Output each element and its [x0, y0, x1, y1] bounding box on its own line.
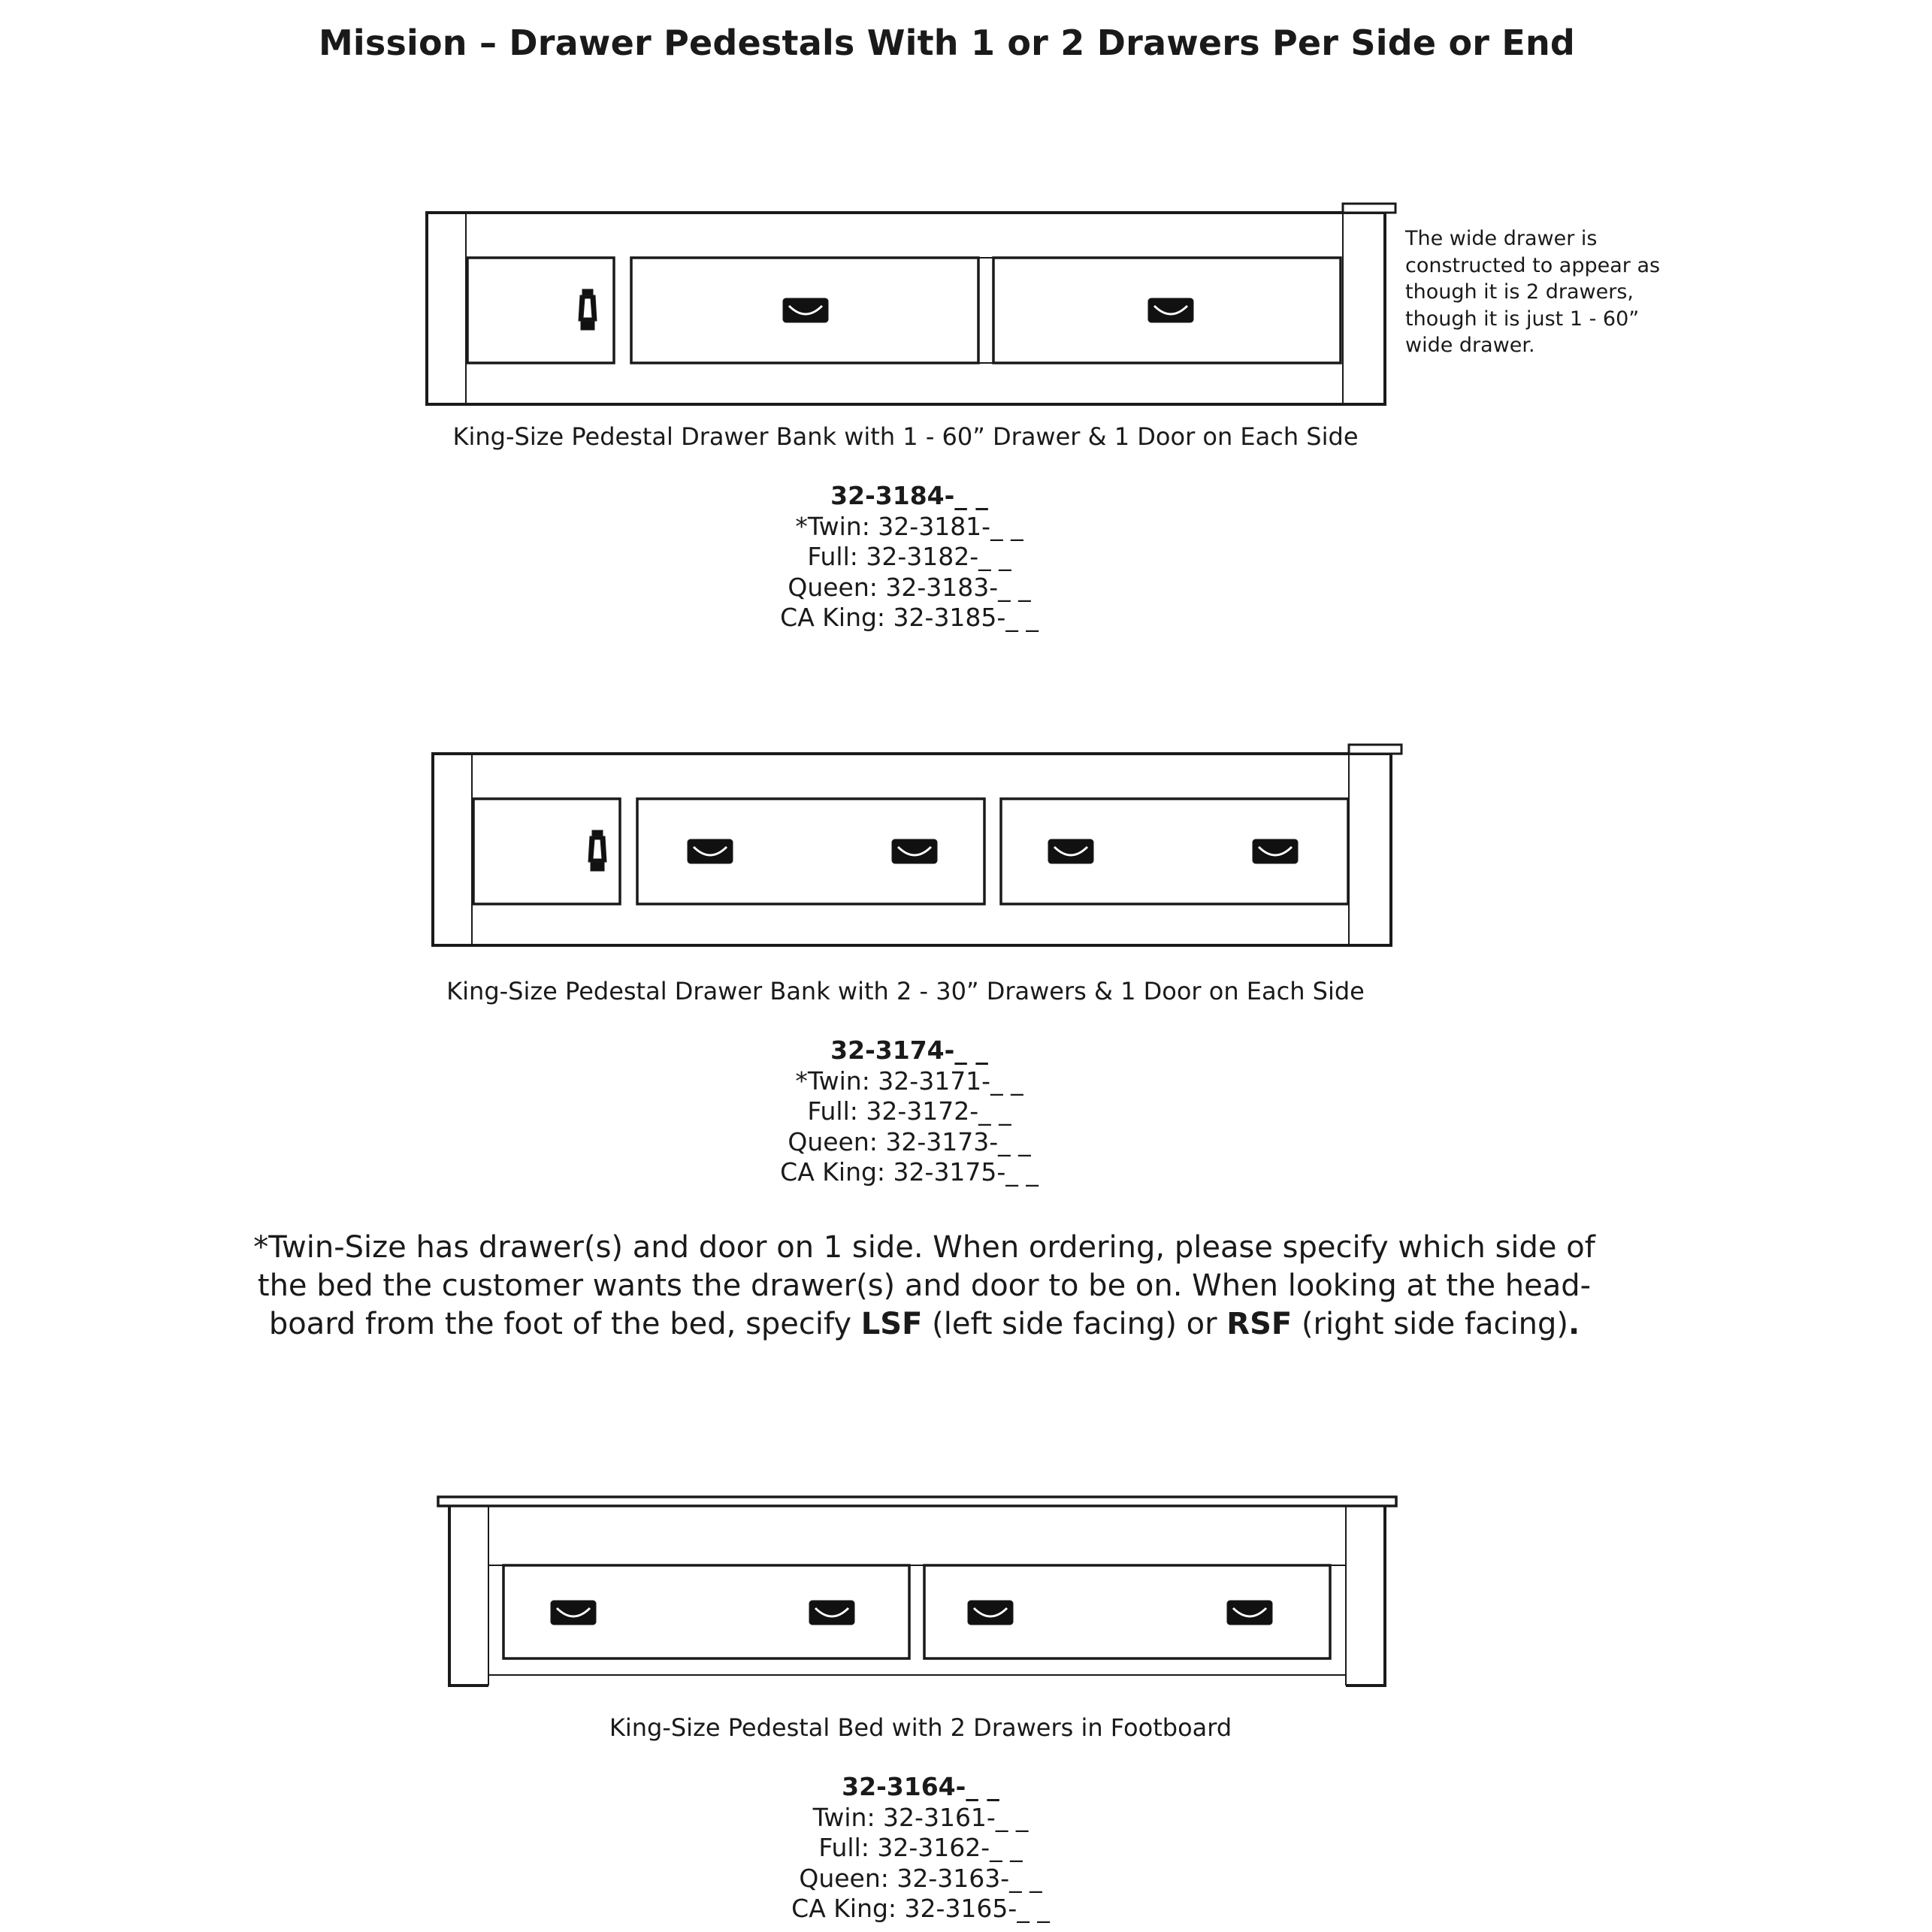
variant-sku: Queen: 32-3163-_ _	[799, 1863, 1042, 1893]
sku-list	[688, 1772, 1153, 1924]
product-caption: King-Size Pedestal Bed with 2 Drawers in Footboard	[609, 1713, 1232, 1742]
drop-pull-icon	[588, 830, 606, 871]
variant-sku: Full: 32-3172-_ _	[807, 1096, 1011, 1126]
bail-pull-icon	[809, 1601, 854, 1625]
sku-list	[676, 1036, 1142, 1188]
variant-sku: Twin: 32-3161-_ _	[812, 1802, 1029, 1832]
variant-sku: Full: 32-3162-_ _	[818, 1833, 1023, 1862]
rsf-label: RSF	[1226, 1307, 1293, 1341]
variant-sku: *Twin: 32-3171-_ _	[795, 1066, 1023, 1096]
sku-list	[676, 481, 1142, 633]
main-sku: 32-3164-_ _	[842, 1772, 999, 1801]
product-caption: King-Size Pedestal Drawer Bank with 1 - 60” Drawer & 1 Door on Each Side	[452, 422, 1359, 451]
main-sku: 32-3184-_ _	[830, 481, 988, 510]
drawing-footboard-bed	[438, 1497, 1396, 1686]
main-sku: 32-3174-_ _	[830, 1036, 988, 1065]
bail-pull-icon	[1148, 298, 1193, 322]
bail-pull-icon	[892, 839, 937, 863]
drop-pull-icon	[579, 289, 597, 330]
lsf-label: LSF	[860, 1307, 923, 1341]
bail-pull-icon	[551, 1601, 596, 1625]
twin-size-note: *Twin-Size has drawer(s) and door on 1 side. When ordering, please specify which side of the bed the customer wants the drawer(s) and door to be on. When looking at the head-board from the foot of the bed, specify LSF (left side facing) or RSF (right side facing).	[253, 1230, 1595, 1341]
variant-sku: CA King: 32-3175-_ _	[780, 1157, 1039, 1187]
product-caption: King-Size Pedestal Drawer Bank with 2 - 30” Drawers & 1 Door on Each Side	[446, 977, 1365, 1005]
variant-sku: CA King: 32-3185-_ _	[780, 603, 1039, 632]
variant-sku: Full: 32-3182-_ _	[807, 542, 1011, 571]
drawing-30in-drawer-bank	[433, 745, 1401, 945]
variant-sku: Queen: 32-3173-_ _	[788, 1126, 1031, 1156]
bail-pull-icon	[783, 298, 828, 322]
wide-drawer-note: The wide drawer is constructed to appear as though it is 2 drawers, though it is just 1 - 60” wide drawer.	[1405, 227, 1661, 357]
bail-pull-icon	[1048, 839, 1093, 863]
bail-pull-icon	[1227, 1601, 1272, 1625]
variant-sku: *Twin: 32-3181-_ _	[795, 511, 1023, 541]
drawing-60in-drawer-bank	[427, 204, 1395, 404]
page-title: Mission – Drawer Pedestals With 1 or 2 Drawers Per Side or End	[318, 23, 1576, 63]
bail-pull-icon	[968, 1601, 1013, 1625]
variant-sku: CA King: 32-3165-_ _	[791, 1894, 1050, 1923]
bail-pull-icon	[1253, 839, 1298, 863]
variant-sku: Queen: 32-3183-_ _	[788, 572, 1031, 602]
bail-pull-icon	[688, 839, 733, 863]
